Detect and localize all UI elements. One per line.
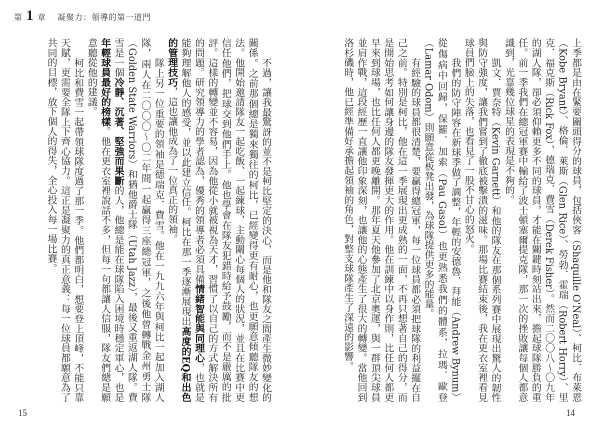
text-run: 我們的防守陣容在新球季做了調整，年輕的安德魯．拜能（Andrew Bynum）從傷病中回歸，保羅．加索（Pau Gasol）也更熟悉我們的體系，拉瑪．歐登（Lamar Odom）則願意從板凳出發，為球隊提供更多的能量。 — [422, 38, 461, 402]
text-run: 柯比和費雪一起帶領球隊度過了那一季。他們都明白，想要登上頂峰，不能只靠天賦，更需要全隊上下齊心協力。這正是凝聚力的真正意義：每一位球員都願意為了共同的目標，放下個人的得失，全心投入每一場比賽。 — [45, 38, 84, 402]
right-page — [304, 0, 600, 429]
emphasized-text: 年輕球員最好的榜樣 — [99, 38, 111, 127]
emphasized-text: 冷靜、沉著、堅強而果斷 — [112, 77, 124, 186]
emphasized-text: 高度的EQ和出色的管理技巧 — [166, 38, 191, 402]
running-header — [14, 8, 151, 25]
paragraph — [165, 38, 272, 402]
paragraph — [502, 38, 582, 402]
text-run: 有經驗的球員都很清楚，要贏得總冠軍，每一位球員都必須把球隊的利益擺在自己之前。特別是柯比，他在這一季展現出更成熟的一面，不再只想著自己的得分，而是開始思考如何讓身邊的隊友發揮更大的作用。他在訓練中以身作則，比任何人都更早來到球場，也比任何人都更晚離開。那年夏天他參加了北京奧運，與一群頂尖球員並肩作戰，這段經歷一直讓他印象深刻，也讓他的心態產生了很大的轉變。當他回到洛杉磯時，他已經準備好承擔起領袖的角色，對整支球隊產生了深遠的影響。 — [342, 38, 421, 402]
chapter-prefix: 第 — [14, 13, 22, 22]
paragraph — [84, 38, 164, 402]
paragraph — [44, 38, 84, 402]
text-run: 隊上另一位重要的領袖是德瑞克．費雪。他在一九九六年與柯比一起加入湖人隊，兩人在二〇〇〇～〇二年間一起贏得三座總冠軍，之後他曾轉戰金州勇士隊（Golden State Warriors）和猶他爵士隊（Utah Jazz），最後又重返湖人隊。費雪是一個 — [112, 38, 164, 402]
emphasized-text: 情緒智能與同理心 — [192, 283, 204, 363]
left-page — [0, 0, 296, 429]
text-run: 上季都是由在緊要關頭得分的球員，包括俠客（Shaquille O'Neal）、柯比．布萊恩（Kobe Bryant）、格倫．萊斯（Glen Rice）、勞勃．霍瑞（Robert Horry）、里克．福克斯（Rick Fox）、德瑞克．費雪（Derek Fisher）。然而二〇〇八～〇九年的湖人隊，卻必須仰賴更多不同的球員，才能在關鍵時刻站出來，擔起球隊勝負的重任。前一季我們在總冠軍賽中輸給了波士頓塞爾提克隊，那一次的挫敗讓每個人都意識到，光靠幾位球星的表現是不夠的。 — [502, 38, 581, 402]
right-page-text — [320, 38, 582, 402]
left-page-text — [20, 38, 272, 402]
text-run: 不過，讓我最驚訝的並不是柯比堅定的決心，而是他和隊友之間產生微妙變化的關係。之前那個總是獨來獨往的柯比，已經變得更有耐心，也更願意傾聽隊友的想法。他開始邀請隊友一起吃飯、一起練球，主動關心每個人的狀況，並且在比賽中更信任他們，把球交到他們手上。他也學會在隊友犯錯時給予鼓勵，而不是嚴厲的批評。這樣的轉變並不容易，因為他從小就被視為天才，習慣了以自己的方式解決所有的問題。研究領導力的學者認為，優秀的領導者必須具備 — [192, 38, 271, 402]
paragraph — [461, 38, 501, 402]
paragraph — [341, 38, 421, 402]
text-run: 凱文．賈奈特（Kevin Garnett）和他的隊友在那個系列賽中展現出驚人的韌性與防守強度，讓我們嘗到了徹底被擊潰的滋味。那場比賽結束後，我在更衣室裡看見球員們臉上的失落，也看見了一股不甘心的怒火。 — [462, 38, 501, 402]
right-page-number: 14 — [566, 408, 575, 418]
chapter-number: 1 — [26, 8, 34, 24]
left-page-number: 15 — [18, 408, 27, 418]
paragraph — [421, 38, 461, 402]
text-run: ，也就是能夠理解他人的感受，並以此建立信任。柯比在那一季逐漸展現出 — [179, 38, 204, 402]
chapter-title: 凝聚力：領導的第一道門 — [57, 13, 151, 22]
text-run: ，這也讓他成為了一位真正的領袖。 — [166, 87, 178, 244]
text-run: 的人，他總是能在球隊陷入困境時穩定軍心，也是 — [112, 185, 124, 402]
chapter-suffix: 章 — [37, 13, 46, 22]
text-run: 。他在更衣室裡說話不多，但每一句都讓人信服，隊友們總是願意聽從他的建議。 — [85, 38, 111, 402]
